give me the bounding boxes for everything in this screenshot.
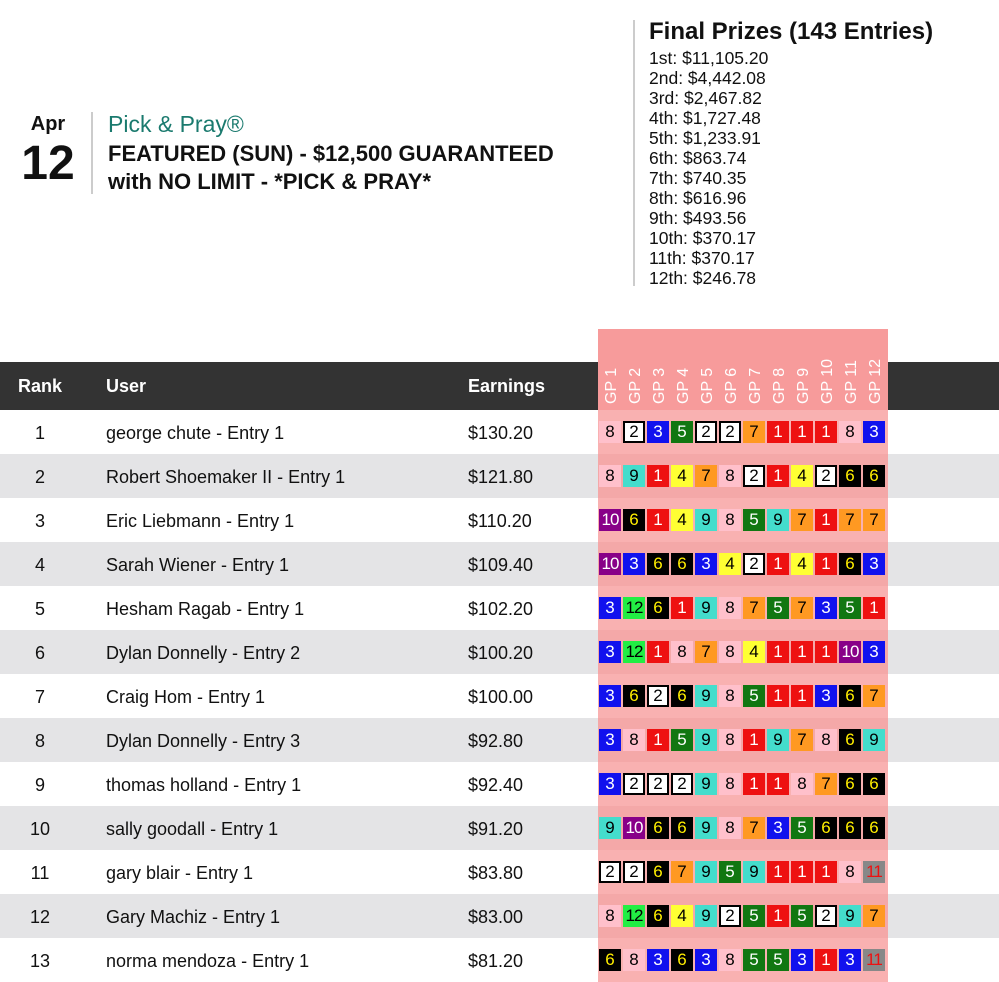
saddle-pick-badge: 1 [767, 773, 789, 795]
saddle-pick-badge: 8 [815, 729, 837, 751]
saddle-pick-badge: 6 [863, 817, 885, 839]
earnings-cell: $81.20 [468, 951, 524, 971]
saddle-pick-badge: 5 [743, 685, 765, 707]
user-name[interactable]: thomas holland - Entry 1 [106, 775, 302, 795]
saddle-pick-badge: 9 [863, 729, 885, 751]
picks-cell [598, 454, 888, 498]
saddle-pick-badge: 12 [623, 905, 645, 927]
saddle-pick-badge: 1 [767, 861, 789, 883]
rank-cell: 12 [29, 907, 51, 927]
gp-column-header [815, 358, 839, 404]
prize-item: 1st: $11,105.20 [649, 48, 769, 68]
gp-label: GP 3 [651, 367, 668, 404]
picks-cell [598, 806, 888, 850]
event-title-block [108, 111, 554, 196]
saddle-pick-badge: 12 [623, 641, 645, 663]
saddle-pick-badge: 9 [599, 817, 621, 839]
gp-label: GP 2 [627, 367, 644, 404]
picks-cell [598, 630, 888, 674]
saddle-pick-badge: 1 [767, 553, 789, 575]
saddle-pick-badge: 1 [647, 465, 669, 487]
saddle-pick-badge: 11 [863, 861, 885, 883]
saddle-pick-badge: 6 [839, 553, 861, 575]
saddle-pick-badge: 7 [863, 509, 885, 531]
prize-item: 4th: $1,727.48 [649, 108, 761, 128]
saddle-pick-badge: 8 [599, 465, 621, 487]
tournament-name-line2: with NO LIMIT - *PICK & PRAY* [108, 169, 432, 194]
tournament-name [108, 140, 554, 196]
event-date [18, 113, 78, 188]
saddle-pick-badge: 3 [647, 949, 669, 971]
saddle-pick-badge: 2 [815, 905, 837, 927]
saddle-pick-badge: 8 [839, 861, 861, 883]
saddle-pick-badge: 1 [767, 685, 789, 707]
saddle-pick-badge: 4 [743, 641, 765, 663]
saddle-pick-badge: 8 [623, 729, 645, 751]
saddle-pick-badge: 7 [695, 641, 717, 663]
saddle-pick-badge: 6 [599, 949, 621, 971]
saddle-pick-badge: 3 [815, 685, 837, 707]
saddle-pick-badge: 1 [815, 949, 837, 971]
rank-cell: 10 [29, 819, 51, 839]
gp-label: GP 5 [699, 367, 716, 404]
saddle-pick-badge: 4 [719, 553, 741, 575]
table-row[interactable] [0, 498, 999, 542]
saddle-pick-badge: 6 [647, 597, 669, 619]
saddle-pick-badge: 4 [671, 509, 693, 531]
gp-column-header [767, 367, 791, 404]
saddle-pick-badge: 1 [815, 509, 837, 531]
gp-column-header [839, 360, 863, 404]
earnings-cell: $92.40 [468, 775, 524, 795]
saddle-pick-badge: 3 [767, 817, 789, 839]
saddle-pick-badge: 10 [623, 817, 645, 839]
saddle-pick-badge: 6 [839, 773, 861, 795]
user-name[interactable]: george chute - Entry 1 [106, 423, 285, 443]
gp-label: GP 4 [675, 367, 692, 404]
saddle-pick-badge: 1 [767, 905, 789, 927]
table-row[interactable] [0, 806, 999, 850]
rank-cell: 5 [34, 599, 45, 619]
saddle-pick-badge: 1 [791, 685, 813, 707]
saddle-pick-badge: 7 [671, 861, 693, 883]
saddle-pick-badge: 3 [599, 685, 621, 707]
saddle-pick-badge: 9 [767, 729, 789, 751]
prize-item: 3rd: $2,467.82 [649, 88, 762, 108]
saddle-pick-badge: 6 [839, 685, 861, 707]
picks-cell [598, 894, 888, 938]
saddle-pick-badge: 7 [839, 509, 861, 531]
saddle-pick-badge: 2 [623, 421, 645, 443]
rank-cell: 2 [34, 467, 45, 487]
prize-item: 2nd: $4,442.08 [649, 68, 766, 88]
table-row[interactable] [0, 674, 999, 718]
table-row[interactable] [0, 630, 999, 674]
saddle-pick-badge: 5 [743, 905, 765, 927]
saddle-pick-badge: 3 [839, 949, 861, 971]
saddle-pick-badge: 8 [719, 729, 741, 751]
saddle-pick-badge: 8 [719, 597, 741, 619]
prize-item: 8th: $616.96 [649, 188, 747, 208]
saddle-pick-badge: 7 [863, 905, 885, 927]
saddle-pick-badge: 3 [599, 597, 621, 619]
picks-cell [598, 938, 888, 982]
rank-cell: 7 [34, 687, 45, 707]
saddle-pick-badge: 8 [719, 817, 741, 839]
gp-column-header [791, 367, 815, 404]
saddle-pick-badge: 2 [743, 465, 765, 487]
saddle-pick-badge: 6 [671, 817, 693, 839]
picks-cell [598, 542, 888, 586]
saddle-pick-badge: 5 [839, 597, 861, 619]
saddle-pick-badge: 2 [719, 905, 741, 927]
rank-cell: 9 [34, 775, 45, 795]
gp-label: GP 11 [843, 360, 860, 404]
saddle-pick-badge: 6 [839, 817, 861, 839]
gp-column-header [743, 367, 767, 404]
saddle-pick-badge: 6 [839, 465, 861, 487]
saddle-pick-badge: 2 [623, 773, 645, 795]
earnings-cell: $83.00 [468, 907, 524, 927]
saddle-pick-badge: 3 [599, 773, 621, 795]
saddle-pick-badge: 5 [767, 949, 789, 971]
saddle-pick-badge: 3 [791, 949, 813, 971]
saddle-pick-badge: 2 [695, 421, 717, 443]
rank-cell: 8 [34, 731, 45, 751]
picks-cell [598, 498, 888, 542]
saddle-pick-badge: 9 [695, 905, 717, 927]
saddle-pick-badge: 3 [599, 729, 621, 751]
saddle-pick-badge: 9 [695, 773, 717, 795]
saddle-pick-badge: 5 [671, 729, 693, 751]
picks-cell [598, 586, 888, 630]
saddle-pick-badge: 7 [695, 465, 717, 487]
saddle-pick-badge: 5 [743, 509, 765, 531]
saddle-pick-badge: 4 [791, 553, 813, 575]
gp-column-headers [598, 329, 888, 410]
saddle-pick-badge: 7 [791, 729, 813, 751]
rank-column-header[interactable]: Rank [17, 376, 62, 396]
saddle-pick-badge: 5 [767, 597, 789, 619]
user-name[interactable]: sally goodall - Entry 1 [106, 819, 279, 839]
user-name[interactable]: Gary Machiz - Entry 1 [106, 907, 281, 927]
rank-cell: 3 [34, 511, 45, 531]
gp-label: GP 1 [603, 367, 620, 404]
saddle-pick-badge: 6 [671, 553, 693, 575]
gp-label: GP 6 [723, 367, 740, 404]
user-name[interactable]: Hesham Ragab - Entry 1 [106, 599, 305, 619]
saddle-pick-badge: 5 [791, 905, 813, 927]
saddle-pick-badge: 8 [719, 773, 741, 795]
saddle-pick-badge: 6 [815, 817, 837, 839]
rank-cell: 11 [30, 863, 50, 883]
gp-column-header [695, 367, 719, 404]
saddle-pick-badge: 1 [671, 597, 693, 619]
gp-label: GP 12 [867, 358, 884, 404]
rank-cell: 1 [34, 423, 45, 443]
saddle-pick-badge: 1 [647, 729, 669, 751]
saddle-pick-badge: 8 [623, 949, 645, 971]
prize-item: 5th: $1,233.91 [649, 128, 761, 148]
earnings-cell: $100.20 [468, 643, 534, 663]
user-name[interactable]: Robert Shoemaker II - Entry 1 [106, 467, 346, 487]
saddle-pick-badge: 2 [719, 421, 741, 443]
saddle-pick-badge: 1 [815, 641, 837, 663]
earnings-cell: $100.00 [468, 687, 534, 707]
saddle-pick-badge: 7 [791, 509, 813, 531]
saddle-pick-badge: 6 [623, 685, 645, 707]
saddle-pick-badge: 8 [719, 949, 741, 971]
saddle-pick-badge: 7 [743, 597, 765, 619]
final-prizes-heading: Final Prizes (143 Entries) [649, 18, 934, 45]
saddle-pick-badge: 1 [767, 465, 789, 487]
saddle-pick-badge: 9 [695, 685, 717, 707]
user-name[interactable]: Sarah Wiener - Entry 1 [106, 555, 290, 575]
saddle-pick-badge: 4 [791, 465, 813, 487]
saddle-pick-badge: 3 [863, 553, 885, 575]
earnings-cell: $109.40 [468, 555, 534, 575]
prize-item: 11th: $370.17 [649, 248, 755, 268]
saddle-pick-badge: 1 [791, 861, 813, 883]
saddle-pick-badge: 7 [815, 773, 837, 795]
game-brand-link[interactable]: Pick & Pray® [108, 111, 244, 137]
saddle-pick-badge: 3 [647, 421, 669, 443]
saddle-pick-badge: 3 [815, 597, 837, 619]
saddle-pick-badge: 5 [743, 949, 765, 971]
table-row[interactable] [0, 542, 999, 586]
saddle-pick-badge: 8 [791, 773, 813, 795]
gp-label: GP 9 [795, 367, 812, 404]
saddle-pick-badge: 2 [743, 553, 765, 575]
saddle-pick-badge: 1 [647, 641, 669, 663]
saddle-pick-badge: 5 [671, 421, 693, 443]
prize-item: 10th: $370.17 [649, 228, 757, 248]
saddle-pick-badge: 1 [767, 641, 789, 663]
table-row[interactable] [0, 938, 999, 982]
user-name[interactable]: Dylan Donnelly - Entry 3 [106, 731, 301, 751]
saddle-pick-badge: 10 [839, 641, 861, 663]
saddle-pick-badge: 6 [839, 729, 861, 751]
saddle-pick-badge: 10 [599, 553, 621, 575]
user-name[interactable]: gary blair - Entry 1 [106, 863, 254, 883]
earnings-cell: $92.80 [468, 731, 524, 751]
saddle-pick-badge: 3 [599, 641, 621, 663]
saddle-pick-badge: 10 [599, 509, 621, 531]
event-month: Apr [30, 113, 66, 135]
saddle-pick-badge: 8 [839, 421, 861, 443]
saddle-pick-badge: 12 [623, 597, 645, 619]
saddle-pick-badge: 6 [863, 773, 885, 795]
user-name[interactable]: Craig Hom - Entry 1 [106, 687, 266, 707]
rank-cell: 6 [34, 643, 45, 663]
leaderboard-table [0, 410, 999, 982]
saddle-pick-badge: 9 [839, 905, 861, 927]
table-row[interactable] [0, 586, 999, 630]
gp-column-header [647, 367, 671, 404]
gp-column-header [719, 367, 743, 404]
table-row[interactable] [0, 850, 999, 894]
saddle-pick-badge: 7 [863, 685, 885, 707]
saddle-pick-badge: 9 [695, 597, 717, 619]
saddle-pick-badge: 2 [647, 773, 669, 795]
final-prizes-panel [649, 18, 933, 288]
saddle-pick-badge: 7 [743, 421, 765, 443]
prize-item: 9th: $493.56 [649, 208, 747, 228]
saddle-pick-badge: 8 [599, 905, 621, 927]
saddle-pick-badge: 2 [599, 861, 621, 883]
saddle-pick-badge: 1 [647, 509, 669, 531]
tournament-name-line1: FEATURED (SUN) - $12,500 GUARANTEED [108, 141, 554, 166]
saddle-pick-badge: 6 [647, 553, 669, 575]
earnings-cell: $110.20 [468, 511, 532, 531]
saddle-pick-badge: 6 [671, 949, 693, 971]
saddle-pick-badge: 1 [815, 553, 837, 575]
saddle-pick-badge: 6 [647, 905, 669, 927]
saddle-pick-badge: 11 [863, 949, 885, 971]
earnings-cell: $91.20 [468, 819, 524, 839]
saddle-pick-badge: 8 [719, 641, 741, 663]
prize-list [649, 48, 933, 288]
saddle-pick-badge: 1 [767, 421, 789, 443]
prize-item: 7th: $740.35 [649, 168, 747, 188]
saddle-pick-badge: 1 [743, 729, 765, 751]
rank-cell: 13 [29, 951, 51, 971]
event-day: 12 [21, 137, 75, 190]
saddle-pick-badge: 9 [767, 509, 789, 531]
saddle-pick-badge: 4 [671, 905, 693, 927]
saddle-pick-badge: 6 [647, 861, 669, 883]
saddle-pick-badge: 1 [863, 597, 885, 619]
saddle-pick-badge: 5 [791, 817, 813, 839]
saddle-pick-badge: 8 [719, 509, 741, 531]
saddle-pick-badge: 2 [647, 685, 669, 707]
gp-column-header [671, 367, 695, 404]
saddle-pick-badge: 2 [623, 861, 645, 883]
table-row[interactable] [0, 410, 999, 454]
earnings-cell: $102.20 [468, 599, 534, 619]
user-column-header[interactable]: User [106, 376, 147, 396]
saddle-pick-badge: 1 [815, 861, 837, 883]
saddle-pick-badge: 9 [695, 817, 717, 839]
saddle-pick-badge: 6 [623, 509, 645, 531]
saddle-pick-badge: 8 [719, 465, 741, 487]
earnings-cell: $130.20 [468, 423, 534, 443]
saddle-pick-badge: 7 [791, 597, 813, 619]
picks-cell [598, 718, 888, 762]
prize-item: 6th: $863.74 [649, 148, 747, 168]
saddle-pick-badge: 9 [623, 465, 645, 487]
saddle-pick-badge: 6 [647, 817, 669, 839]
saddle-pick-badge: 9 [695, 729, 717, 751]
gp-column-header [863, 358, 887, 404]
saddle-pick-badge: 3 [623, 553, 645, 575]
divider [633, 20, 635, 286]
saddle-pick-badge: 6 [671, 685, 693, 707]
saddle-pick-badge: 2 [815, 465, 837, 487]
saddle-pick-badge: 5 [719, 861, 741, 883]
saddle-pick-badge: 4 [671, 465, 693, 487]
table-row[interactable] [0, 894, 999, 938]
table-row[interactable] [0, 718, 999, 762]
saddle-pick-badge: 1 [815, 421, 837, 443]
table-row[interactable] [0, 454, 999, 498]
gp-label: GP 10 [819, 358, 836, 404]
picks-cell [598, 762, 888, 806]
saddle-pick-badge: 3 [863, 641, 885, 663]
user-name[interactable]: Eric Liebmann - Entry 1 [106, 511, 295, 531]
saddle-pick-badge: 1 [743, 773, 765, 795]
saddle-pick-badge: 9 [743, 861, 765, 883]
earnings-column-header[interactable]: Earnings [468, 376, 546, 396]
prize-item: 12th: $246.78 [649, 268, 757, 288]
picks-cell [598, 410, 888, 454]
saddle-pick-badge: 3 [695, 949, 717, 971]
picks-cell [598, 674, 888, 718]
saddle-pick-badge: 6 [863, 465, 885, 487]
user-name[interactable]: Dylan Donnelly - Entry 2 [106, 643, 301, 663]
rank-cell: 4 [34, 555, 45, 575]
saddle-pick-badge: 9 [695, 861, 717, 883]
saddle-pick-badge: 2 [671, 773, 693, 795]
saddle-pick-badge: 3 [695, 553, 717, 575]
saddle-pick-badge: 9 [695, 509, 717, 531]
gp-column-header [599, 367, 623, 404]
gp-label: GP 7 [747, 367, 764, 404]
gp-label: GP 8 [771, 367, 788, 404]
saddle-pick-badge: 8 [719, 685, 741, 707]
saddle-pick-badge: 3 [863, 421, 885, 443]
saddle-pick-badge: 7 [743, 817, 765, 839]
earnings-cell: $83.80 [468, 863, 524, 883]
picks-cell [598, 850, 888, 894]
earnings-cell: $121.80 [468, 467, 534, 487]
gp-column-header [623, 367, 647, 404]
saddle-pick-badge: 1 [791, 641, 813, 663]
table-row[interactable] [0, 762, 999, 806]
saddle-pick-badge: 8 [599, 421, 621, 443]
divider [91, 112, 93, 194]
saddle-pick-badge: 1 [791, 421, 813, 443]
user-name[interactable]: norma mendoza - Entry 1 [106, 951, 310, 971]
saddle-pick-badge: 8 [671, 641, 693, 663]
